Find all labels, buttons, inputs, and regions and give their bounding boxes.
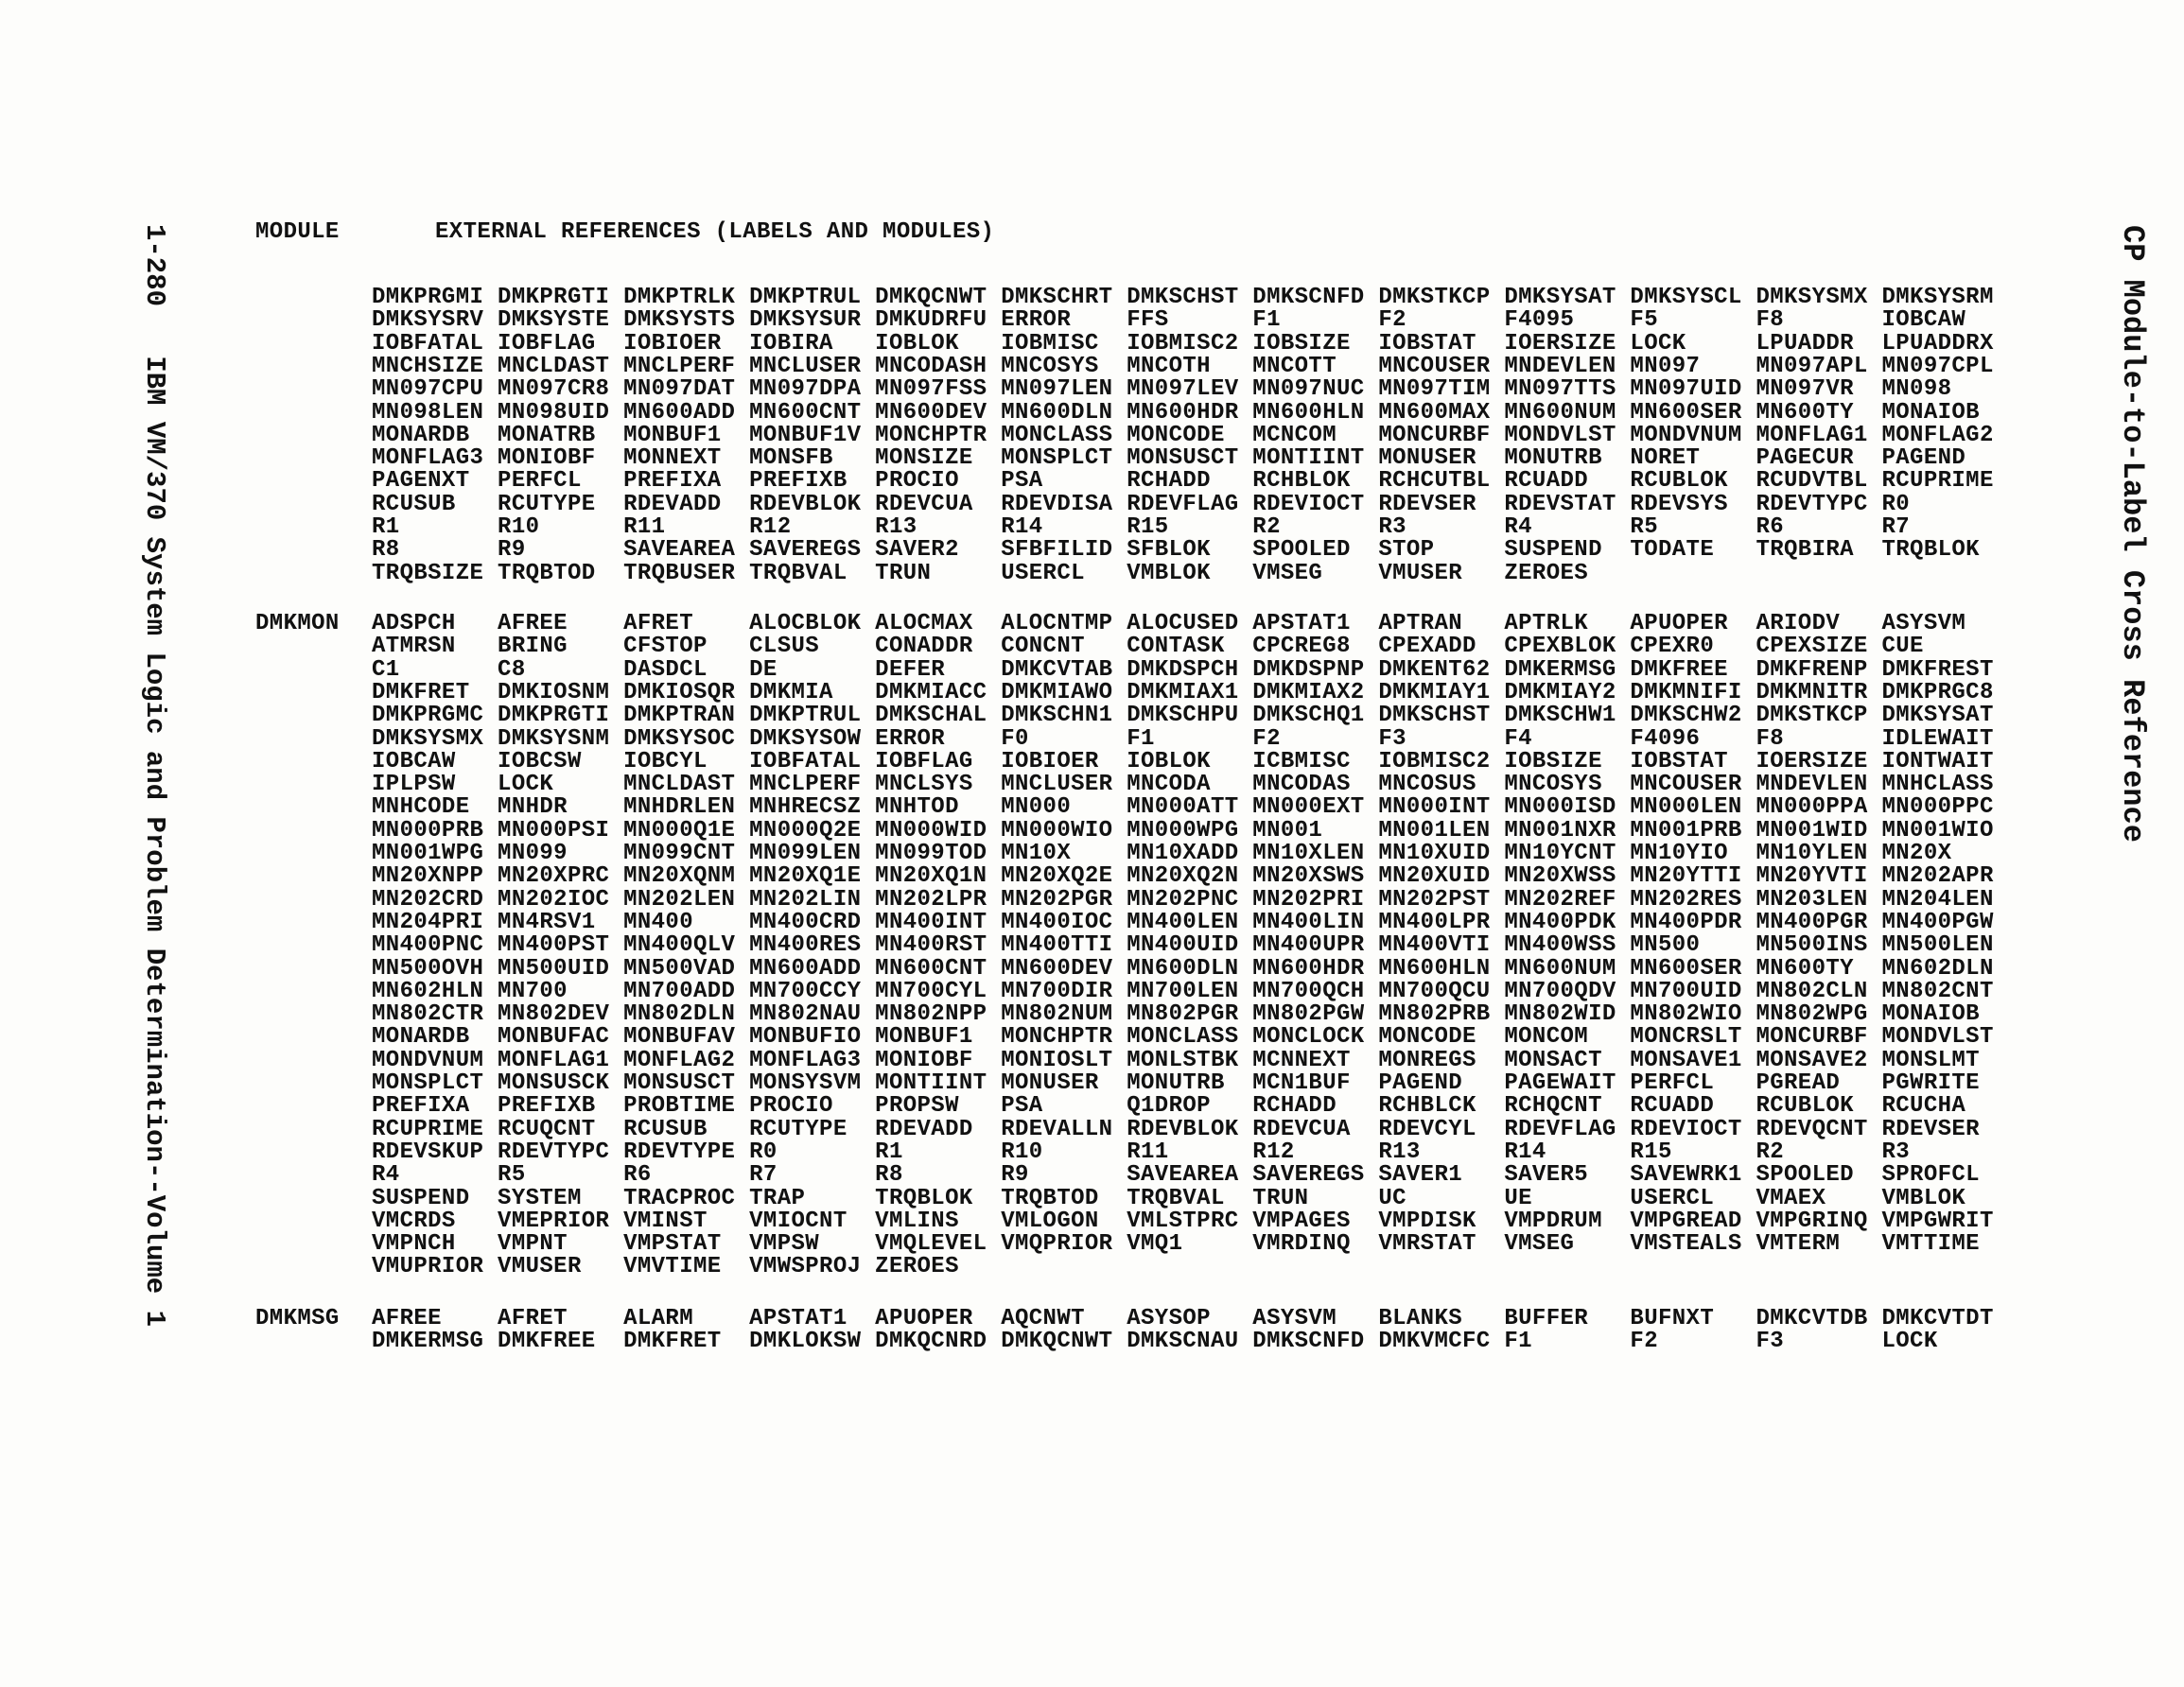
xref-row: R4 R5 R6 R7 R8 R9 SAVEAREA SAVEREGS SAVER1 SAVER5 SAVEWRK1 SPOOLED SPROFCL — [372, 1162, 1980, 1189]
xref-row: MN001WPG MN099 MN099CNT MN099LEN MN099TOD MN10X MN10XADD MN10XLEN MN10XUID MN10YCNT MN10YIO MN10YLEN MN20X — [372, 841, 1952, 866]
xref-row: RCUPRIME RCUQCNT RCUSUB RCUTYPE RDEVADD RDEVALLN RDEVBLOK RDEVCUA RDEVCYL RDEVFLAG RDEVIOCT RDEVQCNT RDEVSER — [372, 1116, 1980, 1142]
xref-row: RCUSUB RCUTYPE RDEVADD RDEVBLOK RDEVCUA RDEVDISA RDEVFLAG RDEVIOCT RDEVSER RDEVSTAT RDEVSYS RDEVTYPC R0 — [372, 491, 1911, 517]
right-margin-caption: CP Module-to-Label Cross Reference — [2115, 225, 2150, 843]
xref-row: MN500OVH MN500UID MN500VAD MN600ADD MN600CNT MN600DEV MN600DLN MN600HDR MN600HLN MN600NUM MN600SER MN600TY MN602DLN — [372, 955, 1994, 982]
xref-row: R1 R10 R11 R12 R13 R14 R15 R2 R3 R4 R5 R6 R7 — [372, 514, 1911, 540]
xref-row: SUSPEND SYSTEM TRACPROC TRAP TRQBLOK TRQBTOD TRQBVAL TRUN UC UE USERCL VMAEX VMBLOK — [372, 1185, 1966, 1211]
xref-row: MNHCODE MNHDR MNHDRLEN MNHRECSZ MNHTOD MN000 MN000ATT MN000EXT MN000INT MN000ISD MN000LEN MN000PPA MN000PPC — [372, 794, 1994, 821]
xref-row: MONFLAG3 MONIOBF MONNEXT MONSFB MONSIZE MONSPLCT MONSUSCT MONTIINT MONUSER MONUTRB NORET PAGECUR PAGEND — [372, 445, 1966, 472]
xref-row: MONSPLCT MONSUSCK MONSUSCT MONSYSVM MONTIINT MONUSER MONUTRB MCN1BUF PAGEND PAGEWAIT PERFCL PGREAD PGWRITE — [372, 1070, 1980, 1096]
module-name-dmkmsg: DMKMSG — [255, 1306, 340, 1331]
xref-row: DMKSYSRV DMKSYSTE DMKSYSTS DMKSYSUR DMKUDRFU ERROR FFS F1 F2 F4095 F5 F8 IOBCAW — [372, 307, 1966, 334]
xref-row: MN098LEN MN098UID MN600ADD MN600CNT MN600DEV MN600DLN MN600HDR MN600HLN MN600MAX MN600NUM MN600SER MN600TY MONAIOB — [372, 399, 1980, 426]
xref-row: DMKFRET DMKIOSNM DMKIOSQR DMKMIA DMKMIACC DMKMIAWO DMKMIAX1 DMKMIAX2 DMKMIAY1 DMKMIAY2 DMKMNIFI DMKMNITR DMKPRGC8 — [372, 679, 1994, 705]
xref-row: MN602HLN MN700 MN700ADD MN700CCY MN700CYL MN700DIR MN700LEN MN700QCH MN700QCU MN700QDV MN700UID MN802CLN MN802CNT — [372, 978, 1994, 1004]
xref-row: DMKPRGMI DMKPRGTI DMKPTRLK DMKPTRUL DMKQCNWT DMKSCHRT DMKSCHST DMKSCNFD DMKSTKCP DMKSYSAT DMKSYSCL DMKSYSMX DMKSYSRM — [372, 285, 1994, 310]
xref-row: RDEVSKUP RDEVTYPC RDEVTYPE R0 R1 R10 R11 R12 R13 R14 R15 R2 R3 — [372, 1139, 1911, 1165]
xref-row: MN802CTR MN802DEV MN802DLN MN802NAU MN802NPP MN802NUM MN802PGR MN802PGW MN802PRB MN802WID MN802WIO MN802WPG MONAIOB — [372, 1001, 1980, 1028]
xref-row: VMCRDS VMEPRIOR VMINST VMIOCNT VMLINS VMLOGON VMLSTPRC VMPAGES VMPDISK VMPDRUM VMPGREAD VMPGRINQ VMPGWRIT — [372, 1208, 1994, 1234]
xref-row: VMUPRIOR VMUSER VMVTIME VMWSPROJ ZEROES — [372, 1254, 959, 1280]
xref-row: MN097CPU MN097CR8 MN097DAT MN097DPA MN097FSS MN097LEN MN097LEV MN097NUC MN097TIM MN097TTS MN097UID MN097VR MN098 — [372, 376, 1952, 403]
column-header-external-references: EXTERNAL REFERENCES (LABELS AND MODULES) — [435, 219, 995, 245]
xref-row: AFREE AFRET ALARM APSTAT1 APUOPER AQCNWT ASYSOP ASYSVM BLANKS BUFFER BUFNXT DMKCVTDB DMKCVTDT — [372, 1306, 1994, 1331]
xref-row: MN400PNC MN400PST MN400QLV MN400RES MN400RST MN400TTI MN400UID MN400UPR MN400VTI MN400WSS MN500 MN500INS MN500LEN — [372, 932, 1994, 959]
column-header-module: MODULE — [255, 219, 340, 245]
xref-row: C1 C8 DASDCL DE DEFER DMKCVTAB DMKDSPCH DMKDSPNP DMKENT62 DMKERMSG DMKFREE DMKFRENP DMKFREST — [372, 656, 1994, 683]
xref-row: TRQBSIZE TRQBTOD TRQBUSER TRQBVAL TRUN USERCL VMBLOK VMSEG VMUSER ZEROES — [372, 560, 1589, 586]
xref-row: MNCHSIZE MNCLDAST MNCLPERF MNCLUSER MNCODASH MNCOSYS MNCOTH MNCOTT MNCOUSER MNDEVLEN MN097 MN097APL MN097CPL — [372, 353, 1994, 379]
xref-row: MONDVNUM MONFLAG1 MONFLAG2 MONFLAG3 MONIOBF MONIOSLT MONLSTBK MCNNEXT MONREGS MONSACT MONSAVE1 MONSAVE2 MONSLMT — [372, 1047, 1980, 1073]
xref-row: ATMRSN BRING CFSTOP CLSUS CONADDR CONCNT CONTASK CPCREG8 CPEXADD CPEXBLOK CPEXR0 CPEXSIZE CUE — [372, 634, 1924, 660]
xref-row: IOBFATAL IOBFLAG IOBIOER IOBIRA IOBLOK IOBMISC IOBMISC2 IOBSIZE IOBSTAT IOERSIZE LOCK LPUADDR LPUADDRX — [372, 330, 1994, 357]
xref-row: PAGENXT PERFCL PREFIXA PREFIXB PROCIO PSA RCHADD RCHBLOK RCHCUTBL RCUADD RCUBLOK RCUDVTBL RCUPRIME — [372, 468, 1994, 495]
xref-row: MN202CRD MN202IOC MN202LEN MN202LIN MN202LPR MN202PGR MN202PNC MN202PRI MN202PST MN202REF MN202RES MN203LEN MN204LEN — [372, 886, 1994, 913]
xref-row: MONARDB MONATRB MONBUF1 MONBUF1V MONCHPTR MONCLASS MONCODE MCNCOM MONCURBF MONDVLST MONDVNUM MONFLAG1 MONFLAG2 — [372, 422, 1994, 448]
xref-row: R8 R9 SAVEAREA SAVEREGS SAVER2 SFBFILID SFBLOK SPOOLED STOP SUSPEND TODATE TRQBIRA TRQBLOK — [372, 537, 1980, 564]
xref-row: IPLPSW LOCK MNCLDAST MNCLPERF MNCLSYS MNCLUSER MNCODA MNCODAS MNCOSUS MNCOSYS MNCOUSER MNDEVLEN MNHCLASS — [372, 772, 1994, 798]
xref-row: PREFIXA PREFIXB PROBTIME PROCIO PROPSW PSA Q1DROP RCHADD RCHBLCK RCHQCNT RCUADD RCUBLOK RCUCHA — [372, 1093, 1966, 1120]
module-name-dmkmon: DMKMON — [255, 611, 340, 636]
xref-row: DMKPRGMC DMKPRGTI DMKPTRAN DMKPTRUL DMKSCHAL DMKSCHN1 DMKSCHPU DMKSCHQ1 DMKSCHST DMKSCHW1 DMKSCHW2 DMKSTKCP DMKSYSAT — [372, 703, 1994, 729]
left-margin-caption: 1-280 IBM VM/370 System Logic and Problem Determination--Volume 1 — [139, 224, 170, 1327]
xref-row: DMKERMSG DMKFREE DMKFRET DMKLOKSW DMKQCNRD DMKQCNWT DMKSCNAU DMKSCNFD DMKVMCFC F1 F2 F3 LOCK — [372, 1329, 1938, 1355]
xref-row: MN20XNPP MN20XPRC MN20XQNM MN20XQ1E MN20XQ1N MN20XQ2E MN20XQ2N MN20XSWS MN20XUID MN20XWSS MN20YTTI MN20YVTI MN202APR — [372, 863, 1994, 890]
xref-row: ADSPCH AFREE AFRET ALOCBLOK ALOCMAX ALOCNTMP ALOCUSED APSTAT1 APTRAN APTRLK APUOPER ARIODV ASYSVM — [372, 611, 1966, 636]
xref-row: MONARDB MONBUFAC MONBUFAV MONBUFIO MONBUF1 MONCHPTR MONCLASS MONCLOCK MONCODE MONCOM MONCRSLT MONCURBF MONDVLST — [372, 1024, 1994, 1051]
xref-row: IOBCAW IOBCSW IOBCYL IOBFATAL IOBFLAG IOBIOER IOBLOK ICBMISC IOBMISC2 IOBSIZE IOBSTAT IOERSIZE IONTWAIT — [372, 748, 1994, 774]
xref-row: MN000PRB MN000PSI MN000Q1E MN000Q2E MN000WID MN000WIO MN000WPG MN001 MN001LEN MN001NXR MN001PRB MN001WID MN001WIO — [372, 817, 1994, 844]
xref-row: MN204PRI MN4RSV1 MN400 MN400CRD MN400INT MN400IOC MN400LEN MN400LIN MN400LPR MN400PDK MN400PDR MN400PGR MN400PGW — [372, 909, 1994, 935]
xref-row: VMPNCH VMPNT VMPSTAT VMPSW VMQLEVEL VMQPRIOR VMQ1 VMRDINQ VMRSTAT VMSEG VMSTEALS VMTERM VMTTIME — [372, 1231, 1980, 1258]
xref-row: DMKSYSMX DMKSYSNM DMKSYSOC DMKSYSOW ERROR F0 F1 F2 F3 F4 F4096 F8 IDLEWAIT — [372, 725, 1994, 752]
